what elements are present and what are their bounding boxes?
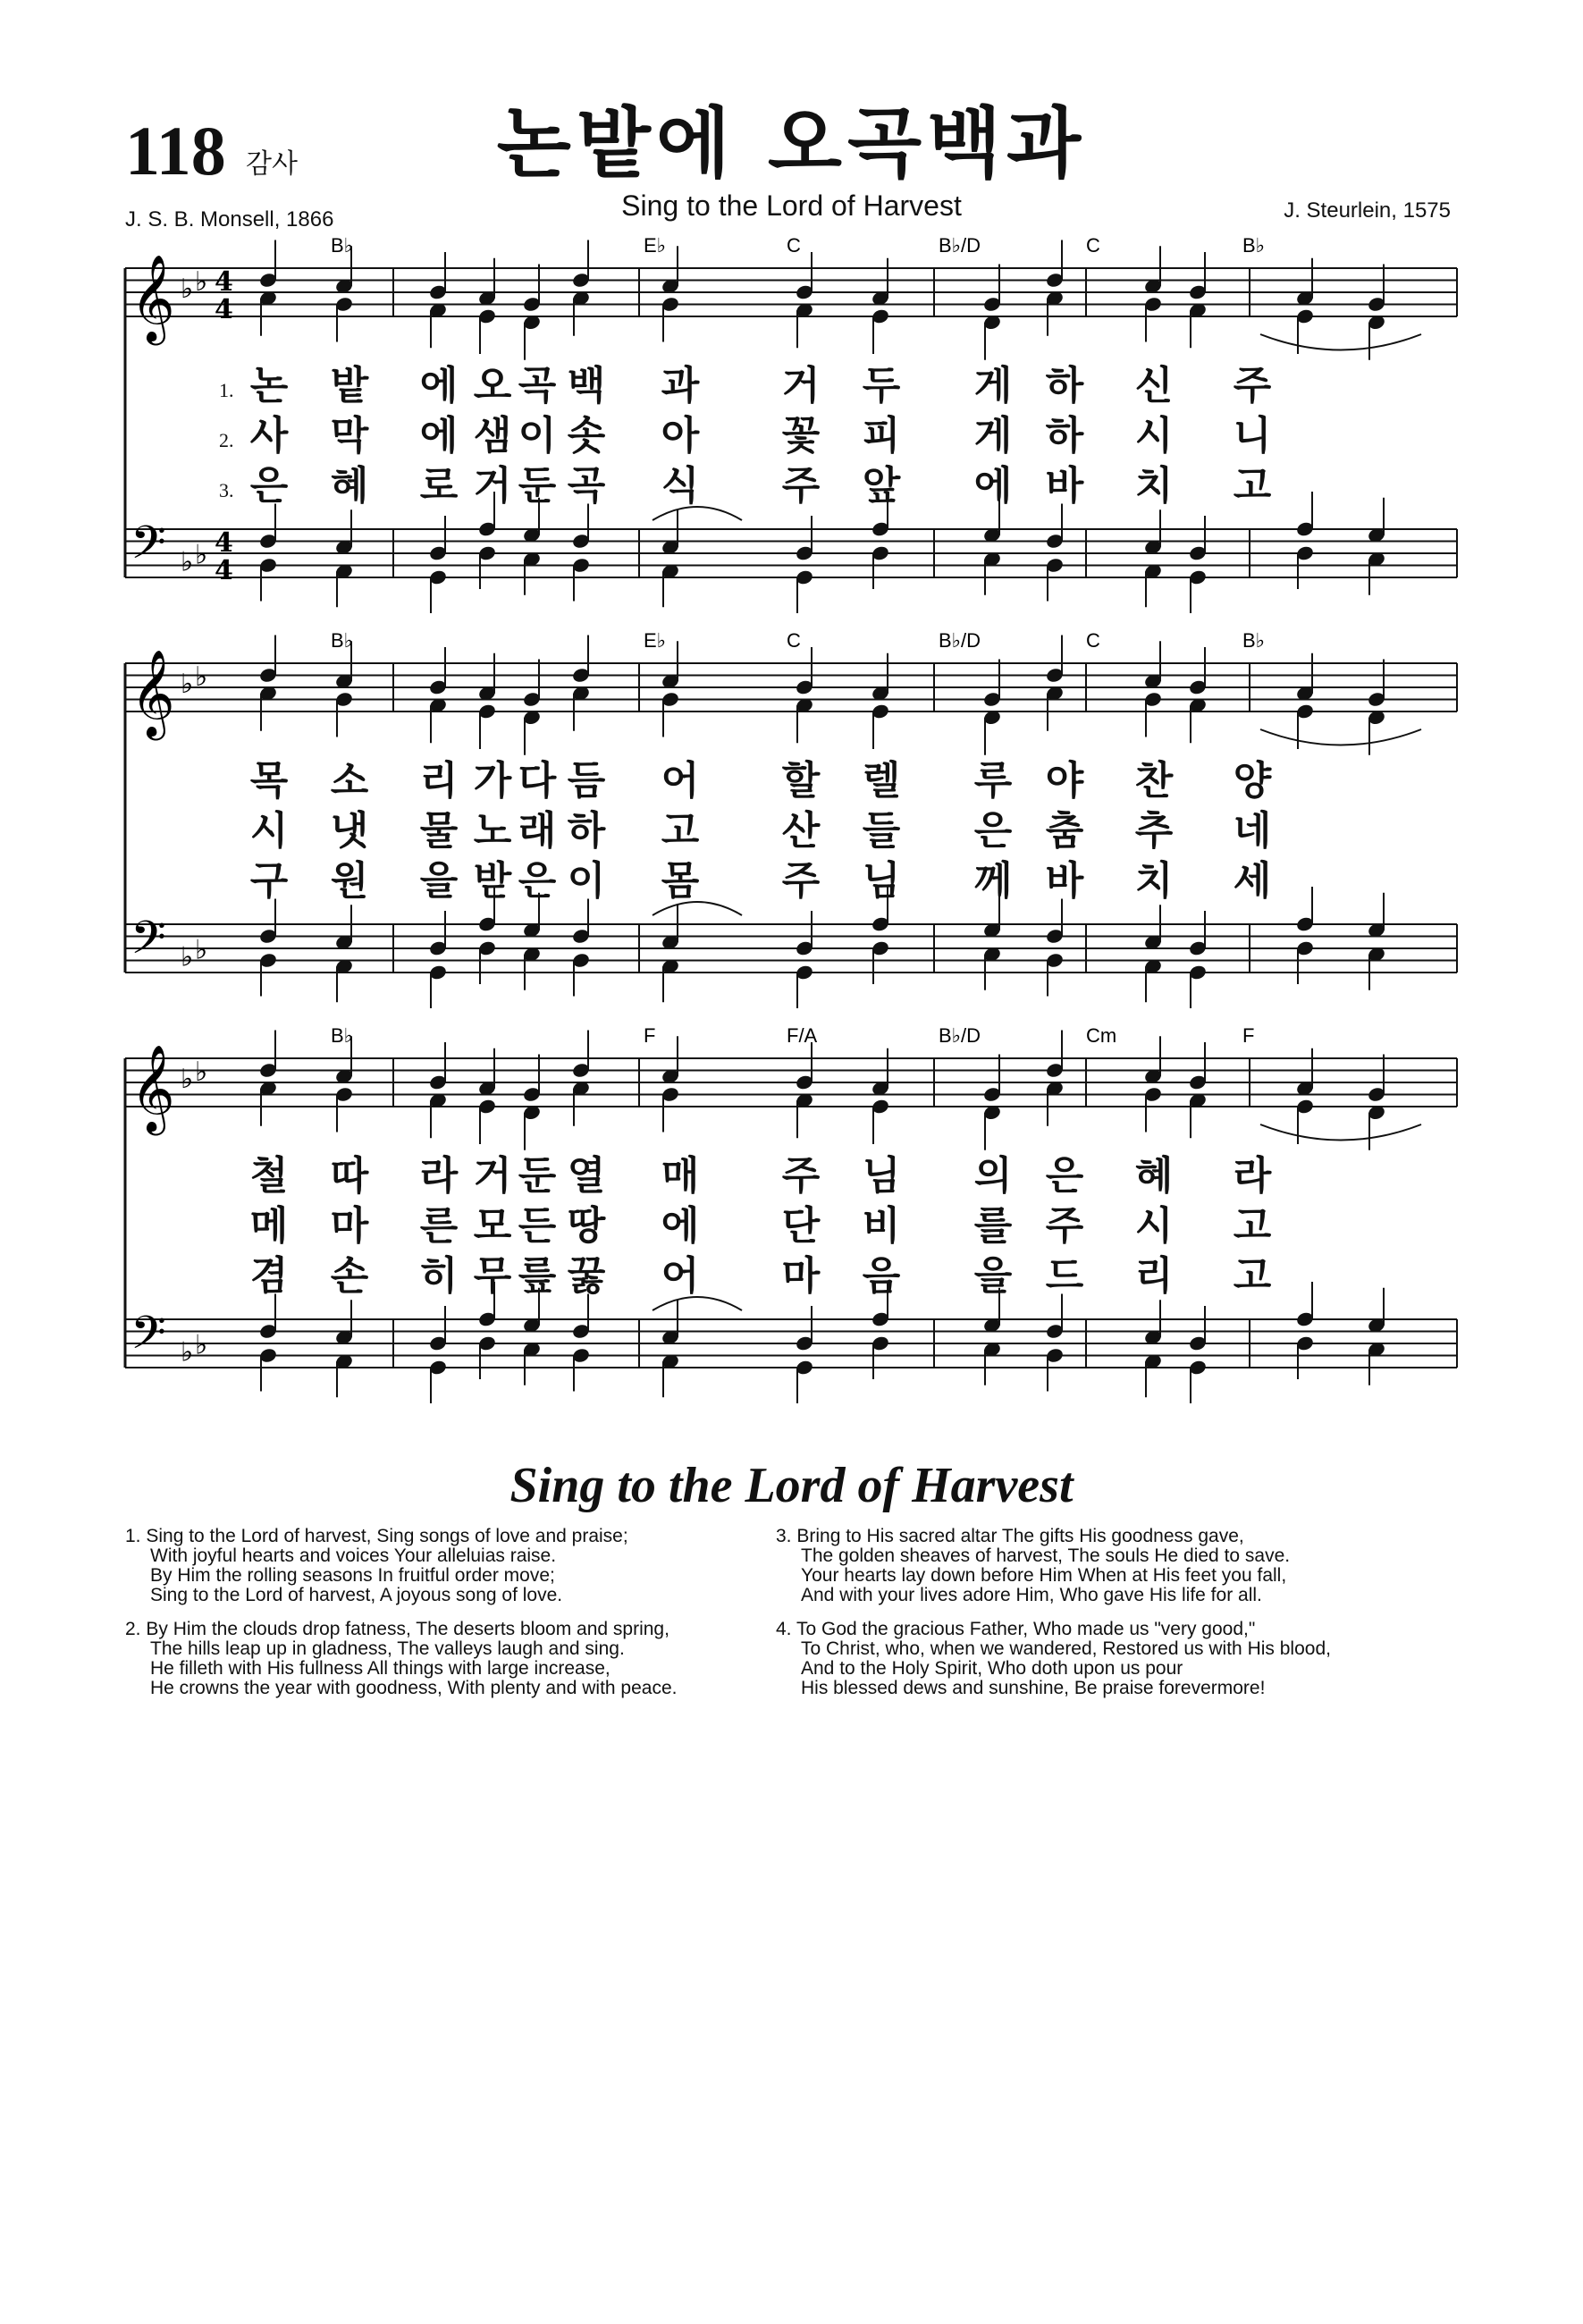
verse-number: 2.: [219, 429, 234, 451]
verse-line: And to the Holy Spirit, Who doth upon us pour: [801, 1658, 1183, 1679]
flat-icon: ♭: [181, 669, 194, 700]
lyric-syllable: 고: [1233, 1253, 1272, 1299]
chord-symbol: B♭: [331, 234, 354, 257]
lyric-syllable: 하: [1045, 413, 1084, 459]
lyric-syllable: 꿇: [567, 1253, 606, 1299]
lyric-syllable: 오: [473, 363, 512, 408]
treble-clef-icon: 𝄞: [131, 254, 175, 341]
lyric-syllable: 메: [249, 1203, 289, 1249]
flat-icon: ♭: [195, 265, 208, 298]
verse-line: He crowns the year with goodness, With plenty and with peace.: [150, 1678, 678, 1698]
tie: [1260, 1124, 1421, 1141]
lyric-syllable: 단: [781, 1203, 821, 1249]
treble-clef-icon: 𝄞: [131, 1044, 175, 1132]
lyric-syllable: 은: [973, 808, 1013, 854]
lyric-syllable: 시: [1134, 1203, 1174, 1249]
chord-symbol: C: [787, 629, 801, 652]
lyric-syllable: 치: [1134, 463, 1174, 509]
lyric-syllable: 히: [419, 1253, 459, 1299]
lyric-syllable: 땅: [567, 1203, 606, 1249]
lyric-syllable: 니: [1233, 413, 1272, 459]
time-signature: 4: [215, 555, 233, 586]
chord-symbol: B♭: [1242, 234, 1266, 257]
lyric-syllable: 든: [518, 1203, 557, 1249]
lyric-syllable: 음: [862, 1253, 901, 1299]
lyric-syllable: 막: [330, 413, 369, 459]
verse-line: With joyful hearts and voices Your alleluias raise.: [150, 1545, 557, 1566]
lyric-syllable: 고: [661, 808, 700, 854]
bass-clef-icon: 𝄢: [131, 910, 166, 976]
bass-clef-icon: 𝄢: [131, 1305, 166, 1371]
lyric-syllable: 노: [473, 808, 512, 854]
lyric-syllable: 혜: [330, 463, 369, 509]
lyric-syllable: 식: [661, 463, 700, 509]
lyric-syllable: 라: [1233, 1153, 1272, 1199]
lyric-syllable: 혜: [1134, 1153, 1174, 1199]
lyric-syllable: 루: [973, 758, 1013, 804]
lyric-syllable: 물: [419, 808, 459, 854]
lyric-syllable: 앞: [862, 463, 901, 509]
verse-line: The hills leap up in gladness, The valleys laugh and sing.: [150, 1638, 625, 1659]
lyric-syllable: 드: [1045, 1253, 1084, 1299]
lyric-syllable: 어: [661, 1253, 700, 1299]
lyric-syllable: 게: [973, 363, 1013, 408]
lyric-syllable: 둔: [518, 463, 557, 509]
verse-line: 4. To God the gracious Father, Who made us "very good,": [776, 1619, 1256, 1639]
lyric-syllable: 산: [781, 808, 821, 854]
flat-icon: ♭: [181, 274, 194, 305]
lyric-syllable: 네: [1233, 808, 1272, 854]
flat-icon: ♭: [181, 1336, 194, 1368]
hymn-number: 118: [125, 112, 226, 189]
verse-number: 3.: [219, 479, 234, 501]
lyric-syllable: 겸: [249, 1253, 289, 1299]
english-verse-4: [776, 1620, 1331, 1698]
lyric-syllable: 마: [330, 1203, 369, 1249]
lyric-syllable: 사: [249, 413, 289, 459]
lyric-syllable: 양: [1233, 758, 1272, 804]
flat-icon: ♭: [181, 546, 194, 578]
lyric-syllable: 거: [473, 463, 512, 509]
lyric-syllable: 은: [518, 858, 557, 904]
chord-symbol: Cm: [1086, 1024, 1117, 1047]
lyric-syllable: 피: [862, 413, 901, 459]
lyric-syllable: 께: [973, 858, 1013, 904]
lyric-syllable: 시: [1134, 413, 1174, 459]
flat-icon: ♭: [181, 941, 194, 973]
lyric-syllable: 꽃: [781, 413, 821, 459]
lyric-syllable: 원: [330, 858, 369, 904]
lyric-syllable: 거: [473, 1153, 512, 1199]
lyric-syllable: 열: [567, 1153, 606, 1199]
lyric-syllable: 소: [330, 758, 369, 804]
lyric-syllable: 은: [249, 463, 289, 509]
lyric-syllable: 래: [518, 808, 557, 854]
lyric-syllable: 거: [781, 363, 821, 408]
tie: [1260, 729, 1421, 745]
lyric-syllable: 게: [973, 413, 1013, 459]
time-signature: 4: [215, 266, 233, 298]
lyric-syllable: 할: [781, 758, 821, 804]
lyric-syllable: 철: [249, 1153, 289, 1199]
verse-line: Your hearts lay down before Him When at His feet you fall,: [801, 1565, 1287, 1586]
verse-line: And with your lives adore Him, Who gave His life for all.: [801, 1585, 1262, 1605]
english-verse-1: [125, 1527, 628, 1605]
lyric-syllable: 에: [973, 463, 1013, 509]
lyric-syllable: 곡: [518, 363, 557, 408]
lyric-syllable: 주: [781, 858, 821, 904]
lyric-syllable: 듬: [567, 758, 606, 804]
chord-symbol: F: [1242, 1024, 1255, 1047]
hymn-category: 감사: [246, 148, 298, 180]
chord-symbol: F/A: [787, 1024, 818, 1047]
chord-symbol: B♭/D: [939, 1024, 981, 1047]
lyric-syllable: 따: [330, 1153, 369, 1199]
tie: [653, 902, 742, 915]
verse-line: By Him the rolling seasons In fruitful order move;: [150, 1565, 555, 1586]
chord-symbol: B♭/D: [939, 234, 981, 257]
hymn-title: 논밭에 오곡백과: [496, 99, 1087, 189]
tie: [1260, 334, 1421, 350]
lyric-syllable: 곡: [567, 463, 606, 509]
lyric-syllable: 하: [567, 808, 606, 854]
verse-line: He filleth with His fullness All things with large increase,: [150, 1658, 610, 1679]
english-title: Sing to the Lord of Harvest: [509, 1458, 1074, 1513]
lyric-syllable: 비: [862, 1203, 901, 1249]
lyric-syllable: 주: [781, 463, 821, 509]
chord-symbol: B♭: [331, 629, 354, 652]
lyric-syllable: 를: [973, 1203, 1013, 1249]
lyric-syllable: 주: [1233, 363, 1272, 408]
lyric-syllable: 모: [473, 1203, 512, 1249]
lyric-syllable: 리: [1134, 1253, 1174, 1299]
lyricist-credit: J. S. B. Monsell, 1866: [125, 207, 334, 232]
lyric-syllable: 야: [1045, 758, 1084, 804]
lyric-syllable: 렐: [862, 758, 901, 804]
hymn-subtitle: Sing to the Lord of Harvest: [621, 189, 962, 222]
composer-credit: J. Steurlein, 1575: [1284, 198, 1451, 223]
chord-symbol: C: [1086, 234, 1100, 257]
tie: [653, 507, 742, 520]
lyric-syllable: 솟: [567, 413, 606, 459]
lyric-syllable: 아: [661, 413, 700, 459]
lyric-syllable: 추: [1134, 808, 1174, 854]
verse-line: To Christ, who, when we wandered, Restored us with His blood,: [801, 1638, 1331, 1659]
chord-symbol: F: [644, 1024, 656, 1047]
lyric-syllable: 들: [862, 808, 901, 854]
lyric-syllable: 주: [1045, 1203, 1084, 1249]
flat-icon: ♭: [195, 1056, 208, 1088]
lyric-syllable: 과: [661, 363, 700, 408]
verse-line: 2. By Him the clouds drop fatness, The deserts bloom and spring,: [125, 1619, 669, 1639]
lyric-syllable: 시: [249, 808, 289, 854]
lyric-syllable: 마: [781, 1253, 821, 1299]
lyric-syllable: 신: [1134, 363, 1174, 408]
lyric-syllable: 받: [473, 858, 512, 904]
lyric-syllable: 바: [1045, 858, 1084, 904]
lyric-syllable: 을: [419, 858, 459, 904]
lyric-syllable: 구: [249, 858, 289, 904]
lyric-syllable: 백: [567, 363, 606, 408]
lyric-syllable: 고: [1233, 463, 1272, 509]
treble-clef-icon: 𝄞: [131, 649, 175, 737]
flat-icon: ♭: [195, 661, 208, 693]
chord-symbol: E♭: [644, 234, 667, 257]
lyric-syllable: 이: [518, 413, 557, 459]
lyric-syllable: 의: [973, 1153, 1013, 1199]
lyric-syllable: 다: [518, 758, 557, 804]
lyric-syllable: 님: [862, 858, 901, 904]
lyric-syllable: 에: [661, 1203, 700, 1249]
lyric-syllable: 고: [1233, 1203, 1272, 1249]
lyric-syllable: 에: [419, 363, 459, 408]
chord-symbol: B♭: [1242, 629, 1266, 652]
time-signature: 4: [215, 294, 233, 325]
lyric-syllable: 목: [249, 758, 289, 804]
lyric-syllable: 찬: [1134, 758, 1174, 804]
bass-clef-icon: 𝄢: [131, 515, 166, 581]
chord-symbol: B♭: [331, 1024, 354, 1047]
chord-symbol: E♭: [644, 629, 667, 652]
lyric-syllable: 은: [1045, 1153, 1084, 1199]
verse-line: The golden sheaves of harvest, The souls He died to save.: [801, 1545, 1291, 1566]
lyric-syllable: 로: [419, 463, 459, 509]
lyric-syllable: 몸: [661, 858, 700, 904]
lyric-syllable: 치: [1134, 858, 1174, 904]
flat-icon: ♭: [195, 539, 208, 571]
verse-line: 1. Sing to the Lord of harvest, Sing songs of love and praise;: [125, 1526, 628, 1546]
english-verse-3: [776, 1527, 1290, 1605]
lyric-syllable: 매: [661, 1153, 700, 1199]
lyric-syllable: 에: [419, 413, 459, 459]
verse-number: 1.: [219, 379, 234, 401]
verse-line: 3. Bring to His sacred altar The gifts His goodness gave,: [776, 1526, 1244, 1546]
lyric-syllable: 이: [567, 858, 606, 904]
lyric-syllable: 손: [330, 1253, 369, 1299]
lyric-syllable: 가: [473, 758, 512, 804]
lyric-syllable: 춤: [1045, 808, 1084, 854]
lyric-syllable: 어: [661, 758, 700, 804]
verse-line: Sing to the Lord of harvest, A joyous song of love.: [150, 1585, 563, 1605]
flat-icon: ♭: [181, 1064, 194, 1095]
lyric-syllable: 하: [1045, 363, 1084, 408]
lyric-syllable: 논: [249, 363, 289, 408]
lyric-syllable: 둔: [518, 1153, 557, 1199]
lyric-syllable: 른: [419, 1203, 459, 1249]
flat-icon: ♭: [195, 934, 208, 966]
english-verse-2: [125, 1620, 677, 1698]
lyric-syllable: 무: [473, 1253, 512, 1299]
verse-line: His blessed dews and sunshine, Be praise forevermore!: [801, 1678, 1266, 1698]
time-signature: 4: [215, 527, 233, 559]
lyric-syllable: 두: [862, 363, 901, 408]
chord-symbol: B♭/D: [939, 629, 981, 652]
lyric-syllable: 릎: [518, 1253, 557, 1299]
lyric-syllable: 냇: [330, 808, 369, 854]
lyric-syllable: 바: [1045, 463, 1084, 509]
lyric-syllable: 을: [973, 1253, 1013, 1299]
chord-symbol: C: [787, 234, 801, 257]
chord-symbol: C: [1086, 629, 1100, 652]
lyric-syllable: 밭: [330, 363, 369, 408]
lyric-syllable: 님: [862, 1153, 901, 1199]
lyric-syllable: 라: [419, 1153, 459, 1199]
lyric-syllable: 샘: [473, 413, 512, 459]
tie: [653, 1297, 742, 1310]
lyric-syllable: 주: [781, 1153, 821, 1199]
lyric-syllable: 리: [419, 758, 459, 804]
lyric-syllable: 세: [1233, 858, 1272, 904]
flat-icon: ♭: [195, 1329, 208, 1361]
